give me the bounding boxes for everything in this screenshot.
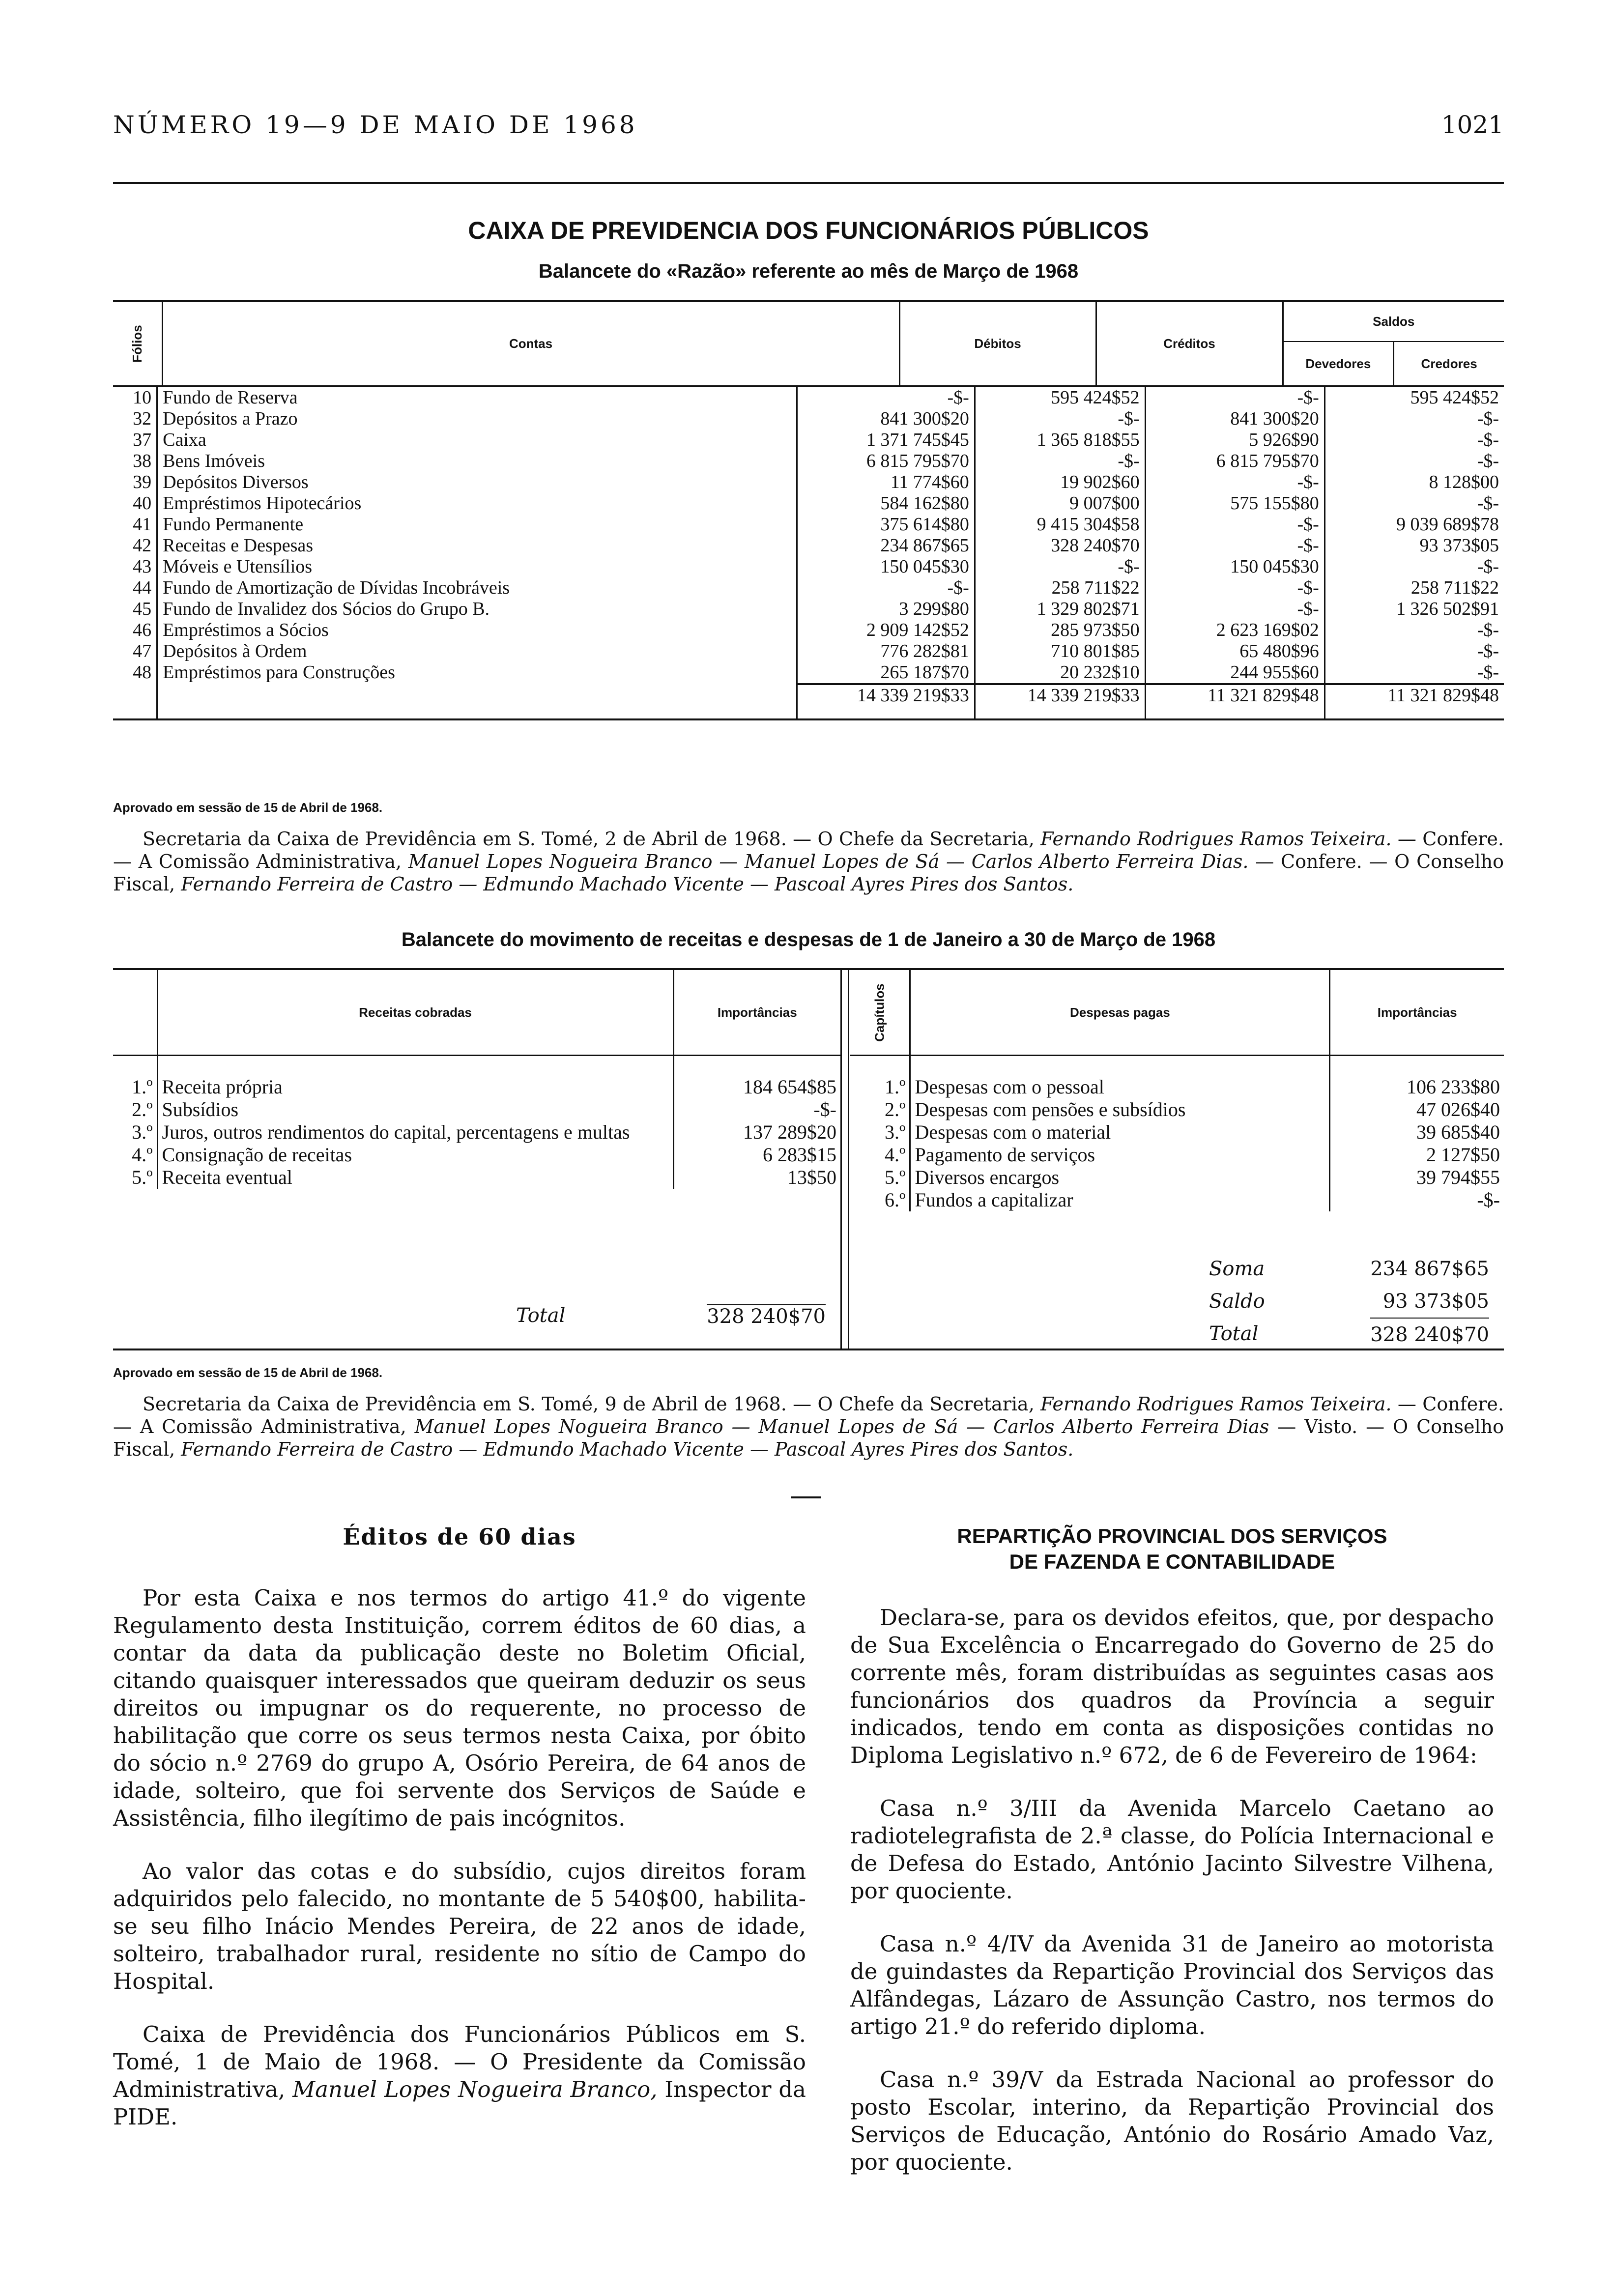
razao-row xyxy=(113,514,1504,535)
receita-row xyxy=(113,1121,840,1144)
despesa-row xyxy=(850,1166,1504,1189)
despesa-cap-cell: 6.º xyxy=(850,1189,910,1211)
receita-desc-cell: Receita própria xyxy=(157,1076,673,1098)
conta-cell: Bens Imóveis xyxy=(157,451,797,472)
razao-row xyxy=(113,451,1504,472)
receita-valor-cell: 184 654$85 xyxy=(743,1076,836,1098)
creditos-cell: 285 973$50 xyxy=(975,620,1145,641)
movimento-note-3: — Visto. — O Conselho Fiscal, xyxy=(113,1416,1504,1460)
devedores-cell: -$- xyxy=(1145,387,1324,408)
receita-desc-cell: Receita eventual xyxy=(157,1166,673,1189)
devedores-cell: 65 480$96 xyxy=(1145,641,1324,662)
saldo-valor: 93 373$05 xyxy=(1382,1290,1489,1313)
debitos-cell: 375 614$80 xyxy=(797,514,975,535)
conta-cell: Móveis e Utensílios xyxy=(157,556,797,577)
folio-cell: 32 xyxy=(113,408,157,430)
movimento-note-1: Secretaria da Caixa de Previdência em S. Tomé, 9 de Abril de 1968. — O Chefe da Secretaria, xyxy=(143,1393,1035,1415)
folio-cell: 37 xyxy=(113,430,157,451)
editos-paragraph-1: Por esta Caixa e nos termos do artigo 41.º do vigente Regulamento desta Instituição, correm éditos de 60 dias, a contar da data da publicação deste no Boletim Oficial, citando quaisquer interessados que queiram deduzir os seus direitos ou impugnar os do requerente, no processo de habilitação que corre os seus termos nesta Caixa, por óbito do sócio n.º 2769 do grupo A, Osório Pereira, de 64 anos de idade, solteiro, que foi servente dos Serviços de Saúde e Assistência, filho ilegítimo de pais incógnitos. xyxy=(113,1585,806,1831)
folio-cell: 46 xyxy=(113,620,157,641)
despesa-row xyxy=(850,1144,1504,1166)
despesa-desc-cell: Despesas com o pessoal xyxy=(910,1076,1330,1098)
debitos-cell: 2 909 142$52 xyxy=(797,620,975,641)
debitos-cell: 265 187$70 xyxy=(797,662,975,684)
devedores-cell: -$- xyxy=(1145,535,1324,556)
razao-signatures xyxy=(113,828,1504,895)
razao-row xyxy=(113,472,1504,493)
reparticao-paragraph-4: Casa n.º 39/V da Estrada Nacional ao professor do posto Escolar, interino, da Repartição Provincial dos Serviços de Educação, António do Rosário Amado Vaz, por quociente. xyxy=(850,2066,1494,2175)
credores-header: Credores xyxy=(1421,356,1477,371)
despesas-total-label: Total xyxy=(1209,1322,1259,1345)
razao-table xyxy=(113,300,1504,387)
creditos-cell: 20 232$10 xyxy=(975,662,1145,684)
importancias2-header: Importâncias xyxy=(1377,1004,1457,1020)
receita-row xyxy=(113,1144,840,1166)
section-separator xyxy=(791,1496,821,1498)
razao-note-1-names: Fernando Rodrigues Ramos Teixeira. xyxy=(1040,828,1392,850)
editos-paragraph-2: Ao valor das cotas e do subsídio, cujos direitos foram adquiridos pelo falecido, no montante de 5 540$00, habilita-se seu filho Inácio Mendes Pereira, de 22 anos de idade, solteiro, trabalhador rural, residente no sítio de Campo do Hospital. xyxy=(113,1858,806,1994)
capitulos-header xyxy=(850,970,910,1056)
devedores-cell: 150 045$30 xyxy=(1145,556,1324,577)
razao-table-wrap xyxy=(113,300,1504,720)
receita-desc-cell: Consignação de receitas xyxy=(157,1144,673,1166)
total-devedores: 11 321 829$48 xyxy=(1145,684,1324,718)
despesa-cap-cell: 3.º xyxy=(850,1121,910,1144)
folio-cell: 41 xyxy=(113,514,157,535)
receita-valor-cell: 6 283$15 xyxy=(763,1144,836,1166)
movimento-notes xyxy=(113,1361,1504,1461)
header-rule xyxy=(113,182,1504,184)
reparticao-paragraph-1: Declara-se, para os devidos efeitos, que, por despacho de Sua Excelência o Encarregado do Governo de 25 do corrente mês, foram distribuídas as seguintes casas aos funcionários dos quadros da Província a seguir indicados, tendo em conta as disposições contidas no Diploma Legislativo n.º 672, de 6 de Fevereiro de 1964: xyxy=(850,1605,1494,1768)
despesas-header: Despesas pagas xyxy=(910,970,1330,1056)
folio-cell: 44 xyxy=(113,577,157,599)
devedores-cell: -$- xyxy=(1145,472,1324,493)
editos-body xyxy=(113,1584,806,2131)
despesa-row xyxy=(850,1098,1504,1121)
saldos-header xyxy=(1283,301,1504,386)
despesa-row xyxy=(850,1076,1504,1098)
total-creditos: 14 339 219$33 xyxy=(975,684,1145,718)
razao-row xyxy=(113,577,1504,599)
conta-cell: Fundo de Amortização de Dívidas Incobráveis xyxy=(157,577,797,599)
caixa-title: CAIXA DE PREVIDENCIA DOS FUNCIONÁRIOS PÚBLICOS xyxy=(468,217,1149,244)
conta-cell: Empréstimos Hipotecários xyxy=(157,493,797,514)
razao-approved: Aprovado em sessão de 15 de Abril de 1968. xyxy=(113,800,383,815)
razao-body xyxy=(113,387,1504,718)
creditos-cell: 9 007$00 xyxy=(975,493,1145,514)
receitas-total-label: Total xyxy=(516,1304,566,1327)
receita-row xyxy=(113,1076,840,1098)
folio-cell: 39 xyxy=(113,472,157,493)
debitos-cell: 841 300$20 xyxy=(797,408,975,430)
soma-valor: 234 867$65 xyxy=(1370,1258,1489,1280)
despesa-cap-cell: 2.º xyxy=(850,1098,910,1121)
saldos-label: Saldos xyxy=(1284,302,1504,342)
credores-cell: -$- xyxy=(1477,451,1499,471)
conta-cell: Fundo de Reserva xyxy=(157,387,797,408)
razao-row xyxy=(113,599,1504,620)
folios-label: Fólios xyxy=(129,324,144,363)
razao-row xyxy=(113,493,1504,514)
reparticao-title-2: DE FAZENDA E CONTABILIDADE xyxy=(1009,1550,1335,1573)
movimento-note-3-names: Fernando Ferreira de Castro — Edmundo Machado Vicente — Pascoal Ayres Pires dos Santos. xyxy=(181,1438,1074,1460)
capitulos-label: Capítulos xyxy=(872,983,887,1042)
movimento-note-1-names: Fernando Rodrigues Ramos Teixeira. xyxy=(1040,1393,1392,1415)
despesas-total-valor: 328 240$70 xyxy=(1370,1318,1489,1351)
conta-cell: Empréstimos a Sócios xyxy=(157,620,797,641)
razao-subtitle: Balancete do «Razão» referente ao mês de Março de 1968 xyxy=(538,260,1079,282)
movimento-title: Balancete do movimento de receitas e despesas de 1 de Janeiro a 30 de Março de 1968 xyxy=(401,929,1216,950)
despesa-cap-cell: 1.º xyxy=(850,1076,910,1098)
credores-cell: -$- xyxy=(1477,430,1499,450)
receita-cap-cell: 3.º xyxy=(113,1121,157,1144)
total-debitos: 14 339 219$33 xyxy=(797,684,975,718)
saldo-row xyxy=(850,1285,1504,1318)
despesas-total-row xyxy=(850,1318,1504,1350)
debitos-cell: -$- xyxy=(797,577,975,599)
razao-row xyxy=(113,556,1504,577)
folio-cell: 42 xyxy=(113,535,157,556)
despesa-row xyxy=(850,1189,1504,1211)
debitos-cell: 1 371 745$45 xyxy=(797,430,975,451)
despesa-desc-cell: Despesas com o material xyxy=(910,1121,1330,1144)
creditos-cell: 1 365 818$55 xyxy=(975,430,1145,451)
movimento-note-2: — Confere. — A Comissão Administrativa, xyxy=(113,1393,1504,1437)
creditos-cell: -$- xyxy=(975,408,1145,430)
debitos-cell: 11 774$60 xyxy=(797,472,975,493)
folio-cell: 47 xyxy=(113,641,157,662)
creditos-cell: 19 902$60 xyxy=(975,472,1145,493)
credores-cell: 595 424$52 xyxy=(1410,387,1499,408)
editos-column xyxy=(113,1523,806,2156)
reparticao-title-1: REPARTIÇÃO PROVINCIAL DOS SERVIÇOS xyxy=(957,1524,1387,1548)
razao-note-2: — Confere. — A Comissão Administrativa, xyxy=(113,828,1504,872)
contas-header: Contas xyxy=(162,301,899,386)
credores-cell: -$- xyxy=(1477,641,1499,661)
movimento-wrap xyxy=(113,968,1504,1350)
conta-cell: Receitas e Despesas xyxy=(157,535,797,556)
despesa-desc-cell: Fundos a capitalizar xyxy=(910,1189,1330,1211)
despesa-valor-cell: 106 233$80 xyxy=(1407,1076,1500,1098)
despesa-desc-cell: Despesas com pensões e subsídios xyxy=(910,1098,1330,1121)
folio-cell: 48 xyxy=(113,662,157,684)
devedores-cell: 841 300$20 xyxy=(1145,408,1324,430)
reparticao-paragraph-2: Casa n.º 3/III da Avenida Marcelo Caetano ao radiotelegrafista de 2.ª classe, do Polícia Internacional e de Defesa do Estado, António Jacinto Silvestre Vilhena, por quociente. xyxy=(850,1795,1494,1904)
razao-note-1: Secretaria da Caixa de Previdência em S. Tomé, 2 de Abril de 1968. — O Chefe da Secretaria, xyxy=(143,828,1035,850)
despesas-table xyxy=(850,970,1504,1211)
soma-label: Soma xyxy=(1209,1258,1265,1280)
reparticao-paragraph-3: Casa n.º 4/IV da Avenida 31 de Janeiro ao motorista de guindastes da Repartição Provincial dos Serviços das Alfândegas, Lázaro de Assunção Castro, nos termos do artigo 21.º do referido diploma. xyxy=(850,1931,1494,2039)
credores-cell: -$- xyxy=(1477,556,1499,577)
devedores-header: Devedores xyxy=(1284,342,1395,385)
despesa-row xyxy=(850,1121,1504,1144)
debitos-header: Débitos xyxy=(899,301,1096,386)
credores-cell: -$- xyxy=(1477,620,1499,640)
movimento-signatures xyxy=(113,1393,1504,1461)
razao-note-3: — Confere. — O Conselho Fiscal, xyxy=(113,851,1504,895)
razao-row xyxy=(113,641,1504,662)
credores-cell: -$- xyxy=(1477,493,1499,514)
folio-cell: 40 xyxy=(113,493,157,514)
creditos-cell: 710 801$85 xyxy=(975,641,1145,662)
receita-cap-cell: 5.º xyxy=(113,1166,157,1189)
receita-row xyxy=(113,1098,840,1121)
credores-cell: 258 711$22 xyxy=(1410,577,1499,598)
receita-valor-cell: 137 289$20 xyxy=(743,1121,836,1143)
despesa-cap-cell: 5.º xyxy=(850,1166,910,1189)
receita-valor-cell: 13$50 xyxy=(787,1166,836,1188)
conta-cell: Fundo Permanente xyxy=(157,514,797,535)
credores-cell: 9 039 689$78 xyxy=(1396,514,1499,535)
receita-row xyxy=(113,1166,840,1189)
razao-row xyxy=(113,662,1504,684)
conta-cell: Fundo de Invalidez dos Sócios do Grupo B. xyxy=(157,599,797,620)
receitas-table xyxy=(113,970,840,1189)
debitos-cell: -$- xyxy=(797,387,975,408)
devedores-cell: -$- xyxy=(1145,514,1324,535)
despesa-desc-cell: Pagamento de serviços xyxy=(910,1144,1330,1166)
credores-cell: 1 326 502$91 xyxy=(1396,599,1499,619)
despesa-valor-cell: 2 127$50 xyxy=(1426,1144,1500,1166)
debitos-cell: 150 045$30 xyxy=(797,556,975,577)
receita-desc-cell: Subsídios xyxy=(157,1098,673,1121)
folio-cell: 45 xyxy=(113,599,157,620)
razao-note-2-names: Manuel Lopes Nogueira Branco — Manuel Lopes de Sá — Carlos Alberto Ferreira Dias. xyxy=(408,851,1249,872)
razao-notes xyxy=(113,796,1504,895)
razao-note-3-names: Fernando Ferreira de Castro — Edmundo Machado Vicente — Pascoal Ayres Pires dos Santos. xyxy=(181,873,1074,895)
despesa-valor-cell: 47 026$40 xyxy=(1416,1098,1500,1120)
despesa-cap-cell: 4.º xyxy=(850,1144,910,1166)
receitas-total-valor: 328 240$70 xyxy=(707,1305,826,1328)
despesa-valor-cell: -$- xyxy=(1477,1189,1500,1211)
total-credores: 11 321 829$48 xyxy=(1324,684,1504,718)
editos-p3-text: Caixa de Previdência dos Funcionários Públicos em S. Tomé, 1 de Maio de 1968. — O Presidente da Comissão Administrativa, xyxy=(113,2021,806,2102)
receita-desc-cell: Juros, outros rendimentos do capital, percentagens e multas xyxy=(157,1121,673,1144)
creditos-cell: 328 240$70 xyxy=(975,535,1145,556)
credores-cell: 93 373$05 xyxy=(1419,535,1499,556)
importancias-header: Importâncias xyxy=(717,1004,797,1020)
creditos-cell: 9 415 304$58 xyxy=(975,514,1145,535)
devedores-cell: -$- xyxy=(1145,599,1324,620)
folio-cell: 43 xyxy=(113,556,157,577)
movimento-note-2-names: Manuel Lopes Nogueira Branco — Manuel Lopes de Sá — Carlos Alberto Ferreira Dias xyxy=(414,1416,1269,1437)
movimento-approved: Aprovado em sessão de 15 de Abril de 1968. xyxy=(113,1365,383,1380)
razao-bottom-rule xyxy=(113,718,1504,720)
debitos-cell: 776 282$81 xyxy=(797,641,975,662)
razao-totals-row xyxy=(113,684,1504,718)
page-header xyxy=(113,111,1504,145)
creditos-header: Créditos xyxy=(1096,301,1283,386)
razao-row xyxy=(113,535,1504,556)
conta-cell: Caixa xyxy=(157,430,797,451)
razao-row xyxy=(113,430,1504,451)
razao-row xyxy=(113,408,1504,430)
debitos-cell: 3 299$80 xyxy=(797,599,975,620)
issue-date: NÚMERO 19—9 DE MAIO DE 1968 xyxy=(113,111,638,139)
razao-row xyxy=(113,620,1504,641)
credores-cell: -$- xyxy=(1477,408,1499,429)
devedores-cell: 6 815 795$70 xyxy=(1145,451,1324,472)
creditos-cell: -$- xyxy=(975,556,1145,577)
despesa-valor-cell: 39 685$40 xyxy=(1416,1121,1500,1143)
receita-valor-cell: -$- xyxy=(813,1098,836,1120)
creditos-cell: 258 711$22 xyxy=(975,577,1145,599)
editos-p3-name: Manuel Lopes Nogueira Branco, xyxy=(292,2076,658,2102)
razao-row xyxy=(113,387,1504,408)
devedores-cell: 244 955$60 xyxy=(1145,662,1324,684)
despesa-valor-cell: 39 794$55 xyxy=(1416,1166,1500,1188)
receita-cap-cell: 1.º xyxy=(113,1076,157,1098)
conta-cell: Depósitos a Prazo xyxy=(157,408,797,430)
folio-cell: 38 xyxy=(113,451,157,472)
debitos-cell: 234 867$65 xyxy=(797,535,975,556)
devedores-cell: -$- xyxy=(1145,577,1324,599)
saldos-subheaders xyxy=(1284,342,1504,385)
devedores-cell: 575 155$80 xyxy=(1145,493,1324,514)
receitas-header: Receitas cobradas xyxy=(157,970,673,1056)
movimento-divider xyxy=(840,970,849,1349)
receita-cap-cell: 2.º xyxy=(113,1098,157,1121)
creditos-cell: 1 329 802$71 xyxy=(975,599,1145,620)
conta-cell: Empréstimos para Construções xyxy=(157,662,797,684)
editos-p3-end: Inspector da PIDE. xyxy=(113,2076,806,2130)
reparticao-column xyxy=(850,1523,1494,2202)
page-number: 1021 xyxy=(1441,111,1504,139)
creditos-cell: -$- xyxy=(975,451,1145,472)
editos-paragraph-3 xyxy=(113,2021,806,2131)
conta-cell: Depósitos Diversos xyxy=(157,472,797,493)
conta-cell: Depósitos à Ordem xyxy=(157,641,797,662)
receita-cap-cell: 4.º xyxy=(113,1144,157,1166)
debitos-cell: 584 162$80 xyxy=(797,493,975,514)
editos-title: Éditos de 60 dias xyxy=(343,1523,576,1550)
devedores-cell: 2 623 169$02 xyxy=(1145,620,1324,641)
credores-cell: -$- xyxy=(1477,662,1499,683)
despesas-totals xyxy=(850,1253,1504,1350)
saldo-label: Saldo xyxy=(1209,1290,1265,1313)
folios-header xyxy=(113,301,162,386)
folio-cell: 10 xyxy=(113,387,157,408)
credores-cell: 8 128$00 xyxy=(1429,472,1499,492)
reparticao-body xyxy=(850,1604,1494,2176)
creditos-cell: 595 424$52 xyxy=(975,387,1145,408)
soma-row xyxy=(850,1253,1504,1285)
despesa-desc-cell: Diversos encargos xyxy=(910,1166,1330,1189)
devedores-cell: 5 926$90 xyxy=(1145,430,1324,451)
debitos-cell: 6 815 795$70 xyxy=(797,451,975,472)
